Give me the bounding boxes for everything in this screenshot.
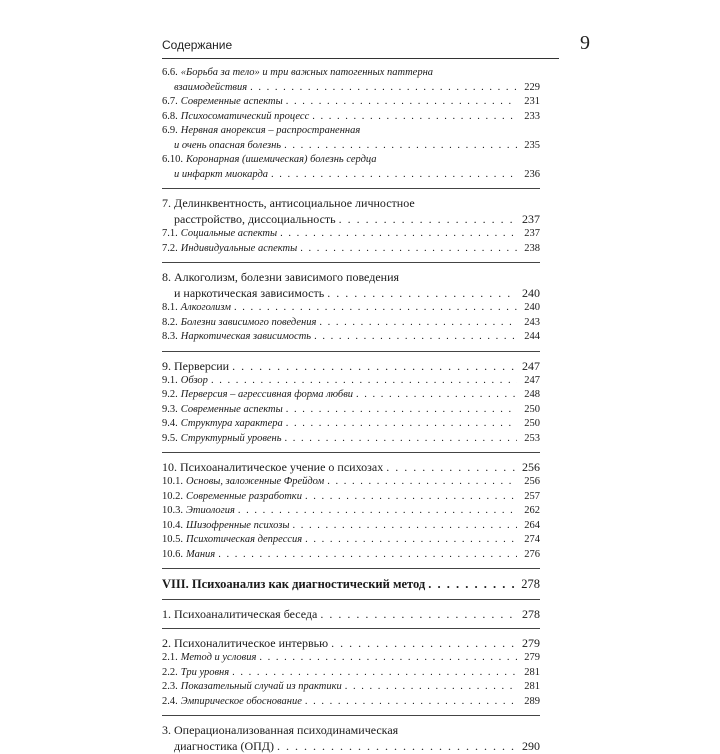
entry-page-number: 236: [524, 168, 540, 180]
toc-subsection-entry[interactable]: [162, 417, 540, 432]
entry-page-number: 274: [524, 534, 540, 545]
entry-title: и очень опасная болезнь: [174, 139, 282, 151]
entry-page-number: 278: [522, 607, 540, 621]
toc-chapter-entry[interactable]: [162, 635, 540, 651]
entry-title: Социальные аспекты: [180, 228, 278, 239]
entry-page-number: 250: [524, 418, 540, 429]
toc-chapter-entry[interactable]: [162, 269, 540, 285]
toc-subsection-entry[interactable]: [162, 153, 540, 168]
entry-number: 10.6.: [162, 548, 183, 560]
dot-leader: [356, 388, 517, 403]
toc-subsection-entry[interactable]: [162, 680, 540, 695]
entry-title: 2. Психоналитическое интервью: [162, 636, 329, 650]
entry-page-number: 237: [522, 212, 540, 226]
toc-subsection-entry[interactable]: [162, 504, 540, 519]
toc-subsection-entry[interactable]: [162, 66, 540, 81]
section-divider: [162, 599, 540, 600]
entry-page-number: 253: [524, 432, 540, 444]
entry-page-number: 237: [524, 228, 540, 239]
section-divider: [162, 351, 540, 352]
entry-page-number: 264: [524, 519, 540, 531]
dot-leader: [218, 548, 517, 563]
section-divider: [162, 262, 540, 263]
entry-page-number: 289: [524, 695, 540, 707]
entry-number: 8.2.: [162, 316, 178, 328]
entry-page-number: 256: [524, 476, 540, 487]
entry-page-number: 279: [522, 636, 540, 650]
entry-title: Структура характера: [180, 418, 283, 429]
dot-leader: [234, 301, 517, 316]
dot-leader: [284, 139, 517, 154]
entry-title: «Борьба за тело» и три важных патогенных паттерна: [180, 67, 434, 78]
entry-title: Психосоматический процесс: [180, 110, 310, 122]
dot-leader: [286, 95, 517, 110]
entry-page-number: 229: [524, 81, 540, 93]
entry-title: Перверсия – агрессивная форма любви: [180, 389, 354, 400]
entry-number: 8.1.: [162, 302, 178, 313]
entry-page-number: 279: [524, 652, 540, 663]
entry-title: 8. Алкоголизм, болезни зависимого поведения: [162, 270, 400, 284]
toc-subsection-entry[interactable]: [162, 533, 540, 548]
toc-subsection-entry[interactable]: [162, 81, 540, 96]
toc-subsection-entry[interactable]: [162, 548, 540, 563]
entry-page-number: 281: [524, 681, 540, 692]
toc-subsection-entry[interactable]: [162, 432, 540, 447]
dot-leader: [285, 432, 517, 447]
entry-page-number: 256: [522, 460, 540, 474]
toc-chapter-entry[interactable]: [162, 358, 540, 374]
entry-title: Три уровня: [180, 666, 230, 678]
entry-title: Современные аспекты: [180, 96, 283, 107]
entry-number: 6.10.: [162, 154, 183, 165]
toc-chapter-entry[interactable]: [162, 195, 540, 211]
toc-section-entry[interactable]: [162, 575, 540, 593]
page-number: 9: [580, 32, 590, 54]
dot-leader: [232, 358, 517, 374]
entry-title: Психотическая депрессия: [186, 534, 303, 545]
entry-page-number: 243: [524, 316, 540, 328]
toc-subsection-entry[interactable]: [162, 374, 540, 389]
entry-number: 10.1.: [162, 476, 183, 487]
toc-subsection-entry[interactable]: [162, 651, 540, 666]
toc-subsection-entry[interactable]: [162, 519, 540, 534]
toc-chapter-entry[interactable]: [162, 722, 540, 738]
entry-title: Показательный случай из практики: [180, 681, 342, 692]
toc-chapter-entry[interactable]: [162, 211, 540, 227]
entry-page-number: 250: [524, 403, 540, 415]
entry-page-number: 238: [524, 242, 540, 254]
toc-subsection-entry[interactable]: [162, 695, 540, 710]
entry-number: 6.9.: [162, 125, 178, 136]
entry-number: 6.7.: [162, 96, 178, 107]
entry-page-number: 281: [524, 666, 540, 678]
dot-leader: [259, 651, 517, 666]
dot-leader: [345, 680, 517, 695]
dot-leader: [428, 575, 517, 593]
entry-title: Шизофренные психозы: [186, 519, 290, 531]
toc-subsection-entry[interactable]: [162, 139, 540, 154]
toc-subsection-entry[interactable]: [162, 316, 540, 331]
dot-leader: [312, 110, 517, 125]
entry-title: Эмпирическое обоснование: [180, 695, 302, 707]
toc-subsection-entry[interactable]: [162, 403, 540, 418]
entry-number: 9.5.: [162, 432, 178, 444]
entry-number: 2.1.: [162, 652, 178, 663]
entry-page-number: 290: [522, 739, 540, 753]
entry-page-number: 276: [524, 548, 540, 560]
dot-leader: [232, 666, 517, 681]
dot-leader: [286, 403, 517, 418]
entry-page-number: 231: [524, 96, 540, 107]
dot-leader: [319, 316, 517, 331]
dot-leader: [250, 81, 517, 96]
entry-title: Нервная анорексия – распространенная: [180, 125, 361, 136]
entry-page-number: 247: [522, 358, 540, 373]
entry-title: взаимодействия: [174, 81, 248, 93]
toc-subsection-entry[interactable]: [162, 242, 540, 257]
entry-page-number: 262: [524, 505, 540, 516]
dot-leader: [286, 417, 517, 432]
entry-title: 1. Психоаналитическая беседа: [162, 607, 318, 621]
entry-title: Алкоголизм: [180, 302, 231, 313]
dot-leader: [271, 168, 517, 183]
dot-leader: [305, 533, 517, 548]
entry-number: 9.3.: [162, 403, 178, 415]
entry-number: 10.2.: [162, 490, 183, 502]
dot-leader: [292, 519, 517, 534]
entry-number: 6.8.: [162, 110, 178, 122]
entry-page-number: 257: [524, 490, 540, 502]
entry-title: Коронарная (ишемическая) болезнь сердца: [186, 154, 377, 165]
entry-number: 10.3.: [162, 505, 183, 516]
dot-leader: [320, 606, 517, 622]
toc-subsection-entry[interactable]: [162, 666, 540, 681]
dot-leader: [386, 459, 517, 475]
toc-subsection-entry[interactable]: [162, 475, 540, 490]
dot-leader: [314, 330, 517, 345]
entry-title: 9. Перверсии: [162, 358, 230, 373]
entry-number: 2.4.: [162, 695, 178, 707]
dot-leader: [280, 227, 517, 242]
dot-leader: [305, 490, 517, 505]
dot-leader: [327, 475, 517, 490]
table-of-contents: [162, 66, 540, 754]
dot-leader: [238, 504, 517, 519]
entry-page-number: 244: [524, 331, 540, 342]
entry-page-number: 278: [521, 577, 540, 591]
entry-page-number: 240: [522, 286, 540, 300]
entry-title: Современные аспекты: [180, 403, 283, 415]
toc-chapter-entry[interactable]: [162, 606, 540, 622]
toc-subsection-entry[interactable]: [162, 227, 540, 242]
entry-number: 10.4.: [162, 519, 183, 531]
entry-page-number: 233: [524, 110, 540, 122]
entry-title: Индивидуальные аспекты: [180, 242, 298, 254]
dot-leader: [211, 374, 517, 389]
section-divider: [162, 568, 540, 569]
toc-subsection-entry[interactable]: [162, 330, 540, 345]
entry-number: 2.2.: [162, 666, 178, 678]
entry-number: 2.3.: [162, 681, 178, 692]
entry-title: Обзор: [180, 374, 208, 386]
entry-page-number: 248: [524, 389, 540, 400]
entry-title: и наркотическая зависимость: [174, 286, 325, 300]
dot-leader: [305, 695, 517, 710]
toc-subsection-entry[interactable]: [162, 110, 540, 125]
toc-subsection-entry[interactable]: [162, 301, 540, 316]
entry-number: 7.2.: [162, 242, 178, 254]
entry-number: 7.1.: [162, 228, 178, 239]
entry-number: 6.6.: [162, 67, 178, 78]
entry-title: VIII. Психоанализ как диагностический метод: [162, 577, 426, 591]
entry-title: расстройство, диссоциальность: [174, 212, 336, 226]
entry-title: Современные разработки: [186, 490, 302, 502]
entry-title: 10. Психоаналитическое учение о психозах: [162, 460, 384, 474]
entry-title: 7. Делинквентность, антисоциальное личностное: [162, 196, 415, 210]
entry-title: Наркотическая зависимость: [180, 331, 312, 342]
entry-title: 3. Операционализованная психодинамическая: [162, 723, 399, 737]
entry-number: 10.5.: [162, 534, 183, 545]
entry-number: 8.3.: [162, 331, 178, 342]
toc-subsection-entry[interactable]: [162, 388, 540, 403]
entry-title: Болезни зависимого поведения: [180, 316, 317, 328]
section-divider: [162, 715, 540, 716]
toc-chapter-entry[interactable]: [162, 285, 540, 301]
entry-number: 9.2.: [162, 389, 178, 400]
header-rule: [162, 58, 559, 59]
entry-title: Мания: [186, 548, 216, 560]
toc-chapter-entry[interactable]: [162, 459, 540, 475]
dot-leader: [331, 635, 517, 651]
toc-subsection-entry[interactable]: [162, 168, 540, 183]
dot-leader: [300, 242, 517, 257]
entry-title: Метод и условия: [180, 652, 257, 663]
entry-page-number: 240: [524, 302, 540, 313]
entry-title: Структурный уровень: [180, 432, 282, 444]
entry-page-number: 247: [524, 374, 540, 386]
entry-title: диагностика (ОПД): [174, 739, 274, 753]
entry-title: Этиология: [186, 505, 235, 516]
entry-number: 9.4.: [162, 418, 178, 429]
dot-leader: [277, 738, 517, 754]
dot-leader: [327, 285, 517, 301]
toc-chapter-entry[interactable]: [162, 738, 540, 754]
entry-title: Основы, заложенные Фрейдом: [186, 476, 325, 487]
toc-subsection-entry[interactable]: [162, 95, 540, 110]
entry-number: 9.1.: [162, 374, 178, 386]
toc-subsection-entry[interactable]: [162, 490, 540, 505]
section-divider: [162, 628, 540, 629]
running-header: Содержание: [162, 38, 233, 52]
section-divider: [162, 452, 540, 453]
section-divider: [162, 188, 540, 189]
toc-subsection-entry[interactable]: [162, 124, 540, 139]
dot-leader: [339, 211, 517, 227]
entry-page-number: 235: [524, 139, 540, 151]
entry-title: и инфаркт миокарда: [174, 168, 269, 180]
